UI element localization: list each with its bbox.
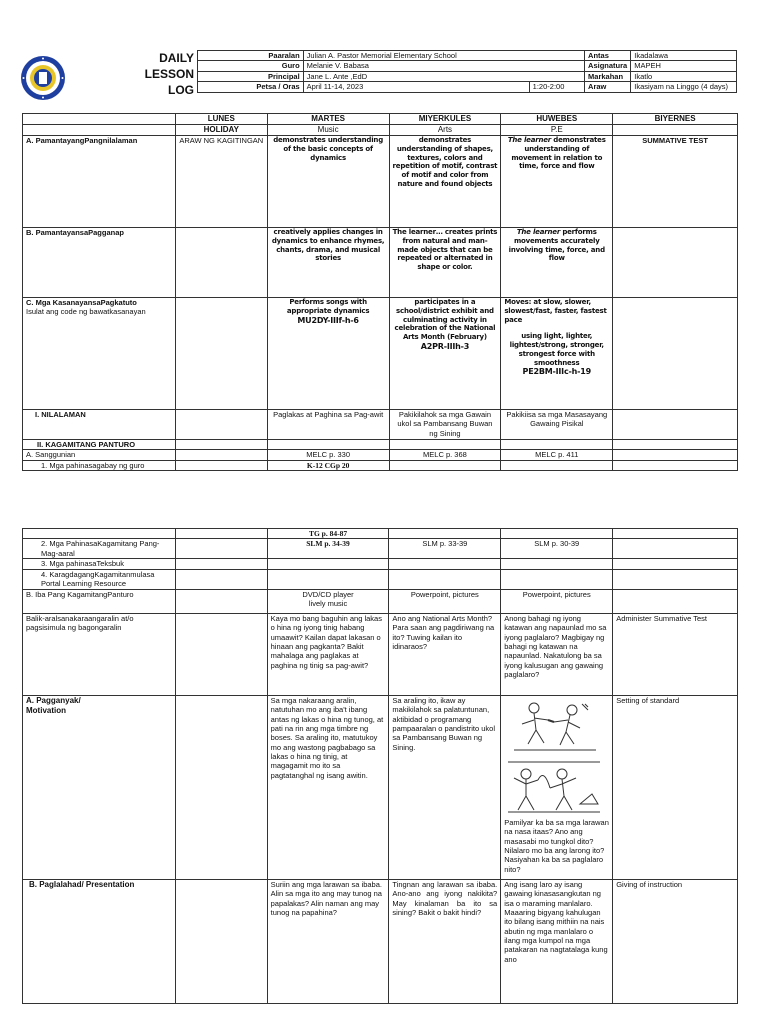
school-value: Julian A. Pastor Memorial Elementary School [303, 51, 584, 61]
day-label: Araw [585, 82, 631, 92]
subject-martes: Music [267, 125, 389, 136]
cell-a-martes: demonstrates understanding of the basic concepts of dynamics [267, 136, 389, 228]
school-label: Paaralan [198, 51, 304, 61]
cell-a-biyernes: SUMMATIVE TEST [613, 136, 738, 228]
row-label-gabay-guro: 1. Mga pahinasagabay ng guro [23, 460, 176, 470]
teacher-label: Guro [198, 61, 304, 71]
cell-b-miyerkules: The learner… creates prints from natural and man-made objects that can be repeated or alternated in shape or color. [389, 228, 501, 298]
principal-value: Jane L. Ante ,EdD [303, 71, 584, 81]
cell-balik-huwebes: Anong bahagi ng iyong katawan ang napaunlad mo sa iyong paglalaro? Magbigay ng bahagi ng katawan na napaunlad. Nakatulong ba sa iyong kalusugan ang gawaing paglalaro? [501, 613, 613, 695]
subject-label: Asignatura [585, 61, 631, 71]
cell-nil-miyerkules: Pakikilahok sa mga Gawain ukol sa Pambansang Buwan ng Sining [389, 410, 501, 440]
cell-nil-martes: Paglakas at Paghina sa Pag-awit [267, 410, 389, 440]
lesson-table-part2 [22, 528, 738, 1004]
day-huwebes: HUWEBES [501, 114, 613, 125]
tug-of-war-illustration [504, 698, 604, 756]
row-label-pamantayan-sa-pagganap: B. PamantayansaPagganap [23, 228, 176, 298]
learner-italic: The learner [507, 136, 552, 144]
grade-value: Ikadalawa [631, 51, 737, 61]
row-label-balik-aral: Balik-aralsanakaraangaralin at/o pagsisimula ng bagongaralin [23, 613, 176, 695]
cell-b-martes: creatively applies changes in dynamics to enhance rhymes, chants, drama, and musical stories [267, 228, 389, 298]
cell-guro-martes: K-12 CGp 20 [267, 460, 389, 470]
cell-tg-martes: TG p. 84-87 [267, 529, 389, 539]
title-log: LOG [168, 83, 194, 97]
day-miyerkules: MIYERKULES [389, 114, 501, 125]
subject-huwebes: P.E [501, 125, 613, 136]
cell-iba-miyerkules: Powerpoint, pictures [389, 589, 501, 613]
cell-c-martes: Performs songs with appropriate dynamics MU2DY-IIIf-h-6 [267, 298, 389, 410]
grade-label: Antas [585, 51, 631, 61]
cell-b-huwebes: The learner performs movements accurately involving time, force, and flow [501, 228, 613, 298]
cell-c-miyerkules: participates in a school/district exhibit and culminating activity in celebration of the National Arts Month (February) A2PR-IIIh-3 [389, 298, 501, 410]
row-label-iba-pang-kagamitan: B. Iba Pang KagamitangPanturo [23, 589, 176, 613]
row-label-sanggunian: A. Sanggunian [23, 450, 176, 460]
learner-rest: demonstrates understanding of movement in relation to time, force and flow [511, 136, 606, 171]
cell-pres-huwebes: Ang isang laro ay isang gawaing kinasasangkutan ng isa o maraming manlalaro. Maaaring bigyang kahulugan ito bilang isang mithiin na nais abutin ng mga manlalaro o ilang mga kumpol na mga patakaran na nagtatalaga kung ano [501, 879, 613, 1003]
cell-balik-martes: Kaya mo bang baguhin ang lakas o hina ng iyong tinig habang umaawit? Kailan dapat lakasan o hinaan ang pagkanta? Bakit mahalaga ang paglakas at paghina ng tinig sa pag-awit? [267, 613, 389, 695]
cell-iba-huwebes: Powerpoint, pictures [501, 589, 613, 613]
corner-cell [23, 114, 176, 125]
cell-a-miyerkules: demonstrates understanding of shapes, textures, colors and repetition of motif, contrast of motif and color from nature and found objects [389, 136, 501, 228]
cell-slm-huwebes: SLM p. 30-39 [501, 539, 613, 559]
principal-label: Principal [198, 71, 304, 81]
document-title [120, 50, 194, 98]
row-label-motivation: A. Pagganyak/ Motivation [23, 695, 176, 879]
date-value: April 11-14, 2023 [303, 82, 529, 92]
subject-value: MAPEH [631, 61, 737, 71]
cell-balik-miyerkules: Ano ang National Arts Month? Para saan ang pagdiriwang na ito? Tuwing kailan ito idinaraos? [389, 613, 501, 695]
row-label-kasanayan: C. Mga KasanayansaPagkatuto Isulat ang code ng bawatkasanayan [23, 298, 176, 410]
children-playing-illustration [504, 758, 604, 816]
cell-pres-martes: Suriin ang mga larawan sa ibaba. Alin sa mga ito ang may tunog na papalakas? Alin naman ang may tunog na papahina? [267, 879, 389, 1003]
cell-sang-miyerkules: MELC p. 368 [389, 450, 501, 460]
header-table [197, 50, 737, 93]
row-label-portal: 4. KaragdagangKagamitanmulasa Portal Learning Resource [23, 569, 176, 589]
lesson-table-part1 [22, 113, 738, 471]
school-seal-logo [20, 55, 66, 101]
cell-a-lunes: ARAW NG KAGITINGAN [175, 136, 267, 228]
cell-sang-martes: MELC p. 330 [267, 450, 389, 460]
day-martes: MARTES [267, 114, 389, 125]
cell-mot-miyerkules: Sa araling ito, ikaw ay makikilahok sa palatuntunan, aktibidad o programang pampaaralan o pandistrito ukol sa Pambansang Buwan ng Sining. [389, 695, 501, 879]
day-lunes: LUNES [175, 114, 267, 125]
cell-mot-biyernes: Setting of standard [613, 695, 738, 879]
cell-mot-martes: Sa mga nakaraang aralin, natutuhan mo ang iba't ibang antas ng lakas o hina ng tunog, at pati na rin ang mga timbre ng boses. Sa araling ito, matutukoy mo ang wastong pagbabago sa lakas o hina ng tinig, at magagamit mo ito sa pagtatanghal ng isang awitin. [267, 695, 389, 879]
cell-sang-huwebes: MELC p. 411 [501, 450, 613, 460]
subject-lunes: HOLIDAY [175, 125, 267, 136]
title-lesson: LESSON [144, 67, 194, 81]
quarter-label: Markahan [585, 71, 631, 81]
title-daily: DAILY [159, 51, 194, 65]
cell-slm-martes: SLM p. 34-39 [267, 539, 389, 559]
date-label: Petsa / Oras [198, 82, 304, 92]
cell-a-huwebes [501, 136, 613, 228]
cell-iba-martes: DVD/CD player lively music [267, 589, 389, 613]
row-label-teksbuk: 3. Mga pahinasaTeksbuk [23, 559, 176, 569]
row-label-presentation: B. Paglalahad/ Presentation [23, 879, 176, 1003]
row-label-kagamitang-panturo: II. KAGAMITANG PANTURO [23, 440, 176, 450]
row-label-pamantayang-pangnilalaman: A. PamantayangPangnilalaman [23, 136, 176, 228]
row-label-nilalaman: I. NILALAMAN [23, 410, 176, 440]
subject-biyernes [613, 125, 738, 136]
subject-miyerkules: Arts [389, 125, 501, 136]
teacher-value: Melanie V. Babasa [303, 61, 584, 71]
cell-slm-miyerkules: SLM p. 33-39 [389, 539, 501, 559]
time-value: 1:20-2:00 [529, 82, 584, 92]
day-biyernes: BIYERNES [613, 114, 738, 125]
cell-nil-huwebes: Pakikiisa sa mga Masasayang Gawaing Pisikal [501, 410, 613, 440]
cell-mot-huwebes: Pamilyar ka ba sa mga larawan na nasa itaas? Ano ang masasabi mo tungkol dito? Nilalaro mo ba ang larong ito? Nasiyahan ka ba sa paglalaro nito? [501, 695, 613, 879]
cell-pres-miyerkules: Tingnan ang larawan sa ibaba. Ano-ano ang iyong nakikita? May kinalaman ba ito sa sining? Bakit o bakit hindi? [389, 879, 501, 1003]
row-label-kagamitang-mag-aaral: 2. Mga PahinasaKagamitang Pang-Mag-aaral [23, 539, 176, 559]
quarter-value: Ikatlo [631, 71, 737, 81]
cell-balik-biyernes: Administer Summative Test [613, 613, 738, 695]
cell-pres-biyernes: Giving of instruction [613, 879, 738, 1003]
day-value: Ikasiyam na Linggo (4 days) [631, 82, 737, 92]
cell-c-huwebes: Moves: at slow, slower, slowest/fast, faster, fastest pace using light, lighter, lightest/strong, stronger, strongest force with smoothness PE2BM-IIIc-h-19 [501, 298, 613, 410]
